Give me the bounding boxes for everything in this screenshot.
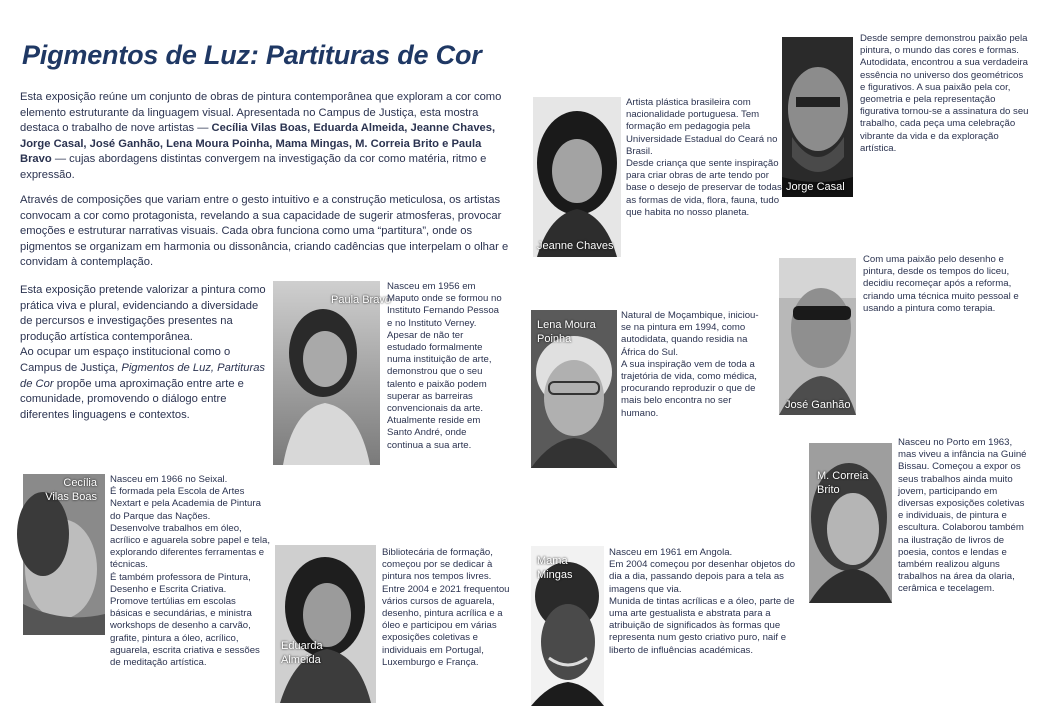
portrait-jorge-casal: [782, 37, 853, 197]
artist-name: Jorge Casal: [786, 181, 845, 193]
bio-jorge-casal: Desde sempre demonstrou paixão pela pintura, o mundo das cores e formas. Autodidata, encontrou a sua verdadeira essência no universo dos geométricos e figurativos. A sua paixão pela cor, geometria e pela representação figurativa tornou-se a assinatura do seu trabalho, cada peça uma celebração vibrante da vida e da exploração artística.: [860, 33, 1029, 154]
portrait-paula-bravo: [273, 281, 391, 465]
bio-paula-bravo: Nasceu em 1956 em Maputo onde se formou no Instituto Fernando Pessoa e no Instituto Verney. Apesar de não ter estudado formalmente numa instituição de arte, demonstrou que o seu talento e paixão podem superar as barreiras convencionais da arte. Atualmente reside em Santo André, onde continua a sua arte.: [387, 281, 502, 451]
artist-name: Lena Moura Poinha: [537, 319, 596, 345]
artist-name: Mama Mingas: [537, 555, 573, 581]
bio-m-correia-brito: Nasceu no Porto em 1963, mas viveu a infância na Guiné Bissau. Começou a expor os seus trabalhos ainda muito jovem, participando em diversas exposições coletivas e individuais, de pintura e escultura. Colaborou também na ilustração de livros de poesia, contos e lendas e também realizou alguns trabalhos na área da olaria, cerâmica e tecelagem.: [898, 437, 1027, 595]
artist-name: Eduarda Almeida: [281, 640, 323, 666]
bio-mama-mingas: Nasceu em 1961 em Angola. Em 2004 começou por desenhar objetos do dia a dia, passando depois para a tela as imagens que via. Munida de tintas acrílicas e a óleo, parte de uma arte gestualista e abstrata para a atribuição de significados às formas que representa num gesto criativo puro, naif e liberto de influências académicas.: [609, 547, 796, 656]
portrait-mama-mingas: [531, 546, 604, 706]
artist-names: Cecília Vilas Boas, Eduarda Almeida, Jeanne Chaves, Jorge Casal, José Ganhão, Lena Moura Poinha, Mama Mingas, M. Correia Brito e Paula Bravo: [20, 122, 496, 166]
artist-name: Cecília Vilas Boas: [45, 477, 97, 503]
artist-name: M. Correia Brito: [817, 470, 869, 496]
bio-lena-moura-poinha: Natural de Moçambique, iniciou-se na pintura em 1994, como autodidata, quando residia na África do Sul. A sua inspiração vem de toda a trajetória de vida, como médica, procurando reproduzir o que de mais belo encontra no ser humano.: [621, 310, 759, 419]
artist-name: Jeanne Chaves: [537, 240, 614, 252]
bio-eduarda-almeida: Bibliotecária de formação, começou por se dedicar à pintura nos tempos livres. Entre 2004 e 2021 frequentou vários cursos de aguarela, desenho, pintura acrílica e a óleo e participou em várias exposições coletivas e individuais em Portugal, Luxemburgo e França.: [382, 547, 510, 668]
bio-jeanne-chaves: Artista plástica brasileira com nacionalidade portuguesa. Tem formação em pedagogia pela Universidade Estadual do Ceará no Brasil. Desde criança que sente inspiração para criar obras de arte tendo por base o desejo de preservar de todas as formas de vida, flora, fauna, tudo que habita no nosso planeta.: [626, 97, 782, 218]
portrait-lena-moura-poinha: [531, 310, 617, 468]
page-title: Pigmentos de Luz: Partituras de Cor: [22, 40, 482, 70]
portrait-m-correia-brito: [809, 443, 892, 603]
intro-paragraph-3: Esta exposição pretende valorizar a pintura como prática viva e plural, evidenciando a diversidade de percursos e investigações presentes na produção artística contemporânea. Ao ocupar um espaço institucional como o Campus de Justiça, Pigmentos de Luz, Partituras de Cor propõe uma aproximação entre arte e comunidade, promovendo o diálogo entre diferentes linguagens e contextos.: [20, 284, 266, 421]
portrait-jeanne-chaves: [533, 97, 621, 257]
portrait-cecilia-vilas-boas: [23, 474, 105, 635]
intro-paragraph-1: Esta exposição reúne um conjunto de obras de pintura contemporânea que exploram a cor como elemento estruturante da linguagem visual. Apresentada no Campus de Justiça, esta mostra destaca o trabalho de nove artistas — Cecília Vilas Boas, Eduarda Almeida, Jeanne Chaves, Jorge Casal, José Ganhão, Lena Moura Poinha, Mama Mingas, M. Correia Brito e Paula Bravo — cujas abordagens distintas convergem na investigação da cor como matéria, ritmo e expressão.: [20, 91, 502, 181]
bio-jose-ganhao: Com uma paixão pelo desenho e pintura, desde os tempos do liceu, decidiu recomeçar após a reforma, criando uma técnica muito pessoal e usando a pintura como terapia.: [863, 254, 1019, 314]
intro-paragraph-2: Através de composições que variam entre o gesto intuitivo e a construção meticulosa, os artistas convocam a cor como protagonista, revelando a sua capacidade de sugerir atmosferas, provocar emoções e estruturar narrativas visuais. Cada obra funciona como uma “partitura”, onde os pigmentos se organizam em harmonia ou dissonância, criando cadências que interpelam o olhar e convidam à contemplação.: [20, 194, 509, 269]
portrait-jose-ganhao: [779, 258, 856, 415]
portrait-eduarda-almeida: [275, 545, 376, 703]
bio-cecilia-vilas-boas: Nasceu em 1966 no Seixal. É formada pela Escola de Artes Nextart e pela Academia de Pintura do Parque das Nações. Desenvolve trabalhos em óleo, acrílico e aguarela sobre papel e tela, explorando diferentes ferramentas e técnicas. É também professora de Pintura, Desenho e Escrita Criativa. Promove tertúlias em escolas básicas e secundárias, e ministra workshops de desenho a carvão, grafite, pintura a óleo, acrílico, aguarela, escrita criativa e sessões de meditação artística.: [110, 474, 270, 669]
artist-name: Paula Bravo: [331, 294, 391, 306]
artist-name: José Ganhão: [785, 399, 851, 411]
